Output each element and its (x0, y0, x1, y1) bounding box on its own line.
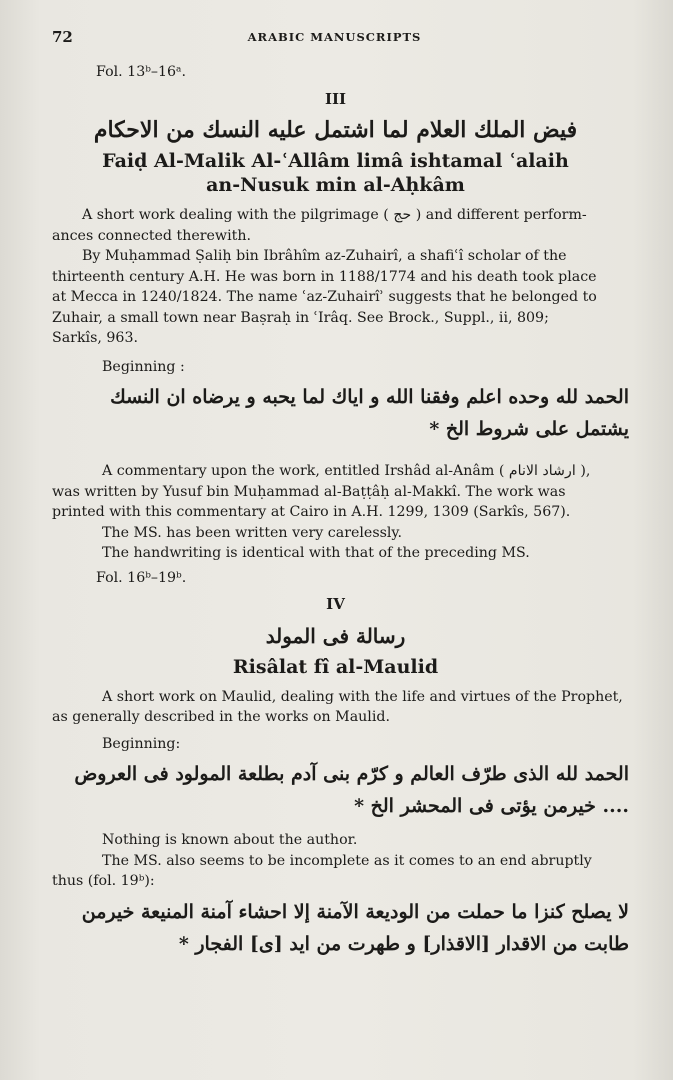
transliterated-title: Risâlat fî al-Maulid (232, 655, 439, 678)
entry-number: III (324, 89, 347, 108)
beginning-label: Beginning : (102, 358, 185, 375)
description-paragraph (52, 205, 629, 246)
note-line: The MS. has been written very carelessly. (102, 524, 403, 541)
text-line: ances connected therewith. (52, 227, 251, 244)
arabic-line: الحمد لله الذى طرّف العالم و كرّم بنى آدم بطلعة المولود فى العروض (74, 763, 629, 785)
entry-number: IV (326, 595, 345, 613)
arabic-line: يشتمل على شروط الخ * (429, 418, 629, 440)
arabic-title: فيض الملك العلام لما اشتمل عليه النسك من الاحكام (93, 117, 578, 143)
text-line: A commentary upon the work, entitled Irshâd al-Anâm ( ارشاد الانام ), (102, 463, 591, 479)
folio-reference: Fol. 13ᵇ–16ᵃ. (96, 64, 187, 80)
arabic-line: طابت من الاقدار [الاقذار] و طهرت من ايد [ى] الفجار * (178, 932, 629, 955)
title-line: an-Nusuk min al-Aḥkâm (206, 174, 465, 196)
text-line: printed with this commentary at Cairo in A.H. 1299, 1309 (Sarkîs, 567). (52, 504, 571, 520)
arabic-beginning (42, 381, 629, 445)
arabic-line: الحمد لله وحده اعلم وفقنا الله و اياك لما يحبه و يرضاه ان النسك (110, 386, 629, 408)
running-head: ARABIC MANUSCRIPTS (247, 30, 422, 44)
beginning-label: Beginning: (102, 735, 181, 752)
text-line: Sarkîs, 963. (52, 330, 138, 346)
author-paragraph (52, 246, 629, 349)
page-header (52, 28, 617, 48)
arabic-line: لا يصلح كنزا ما حملت من الوديعة الآمنة إلا احشاء آمنة المنيعة خيرمن (81, 900, 629, 923)
arabic-ending (62, 896, 629, 960)
arabic-title: رسالة فى المولد (265, 623, 406, 648)
folio-reference: Fol. 16ᵇ–19ᵇ. (96, 569, 187, 586)
text-line: as generally described in the works on Maulid. (52, 709, 390, 725)
text-line: A short work dealing with the pilgrimage ( حج ) and different perform- (82, 207, 587, 223)
description-paragraph (52, 687, 629, 728)
commentary-paragraph (52, 461, 629, 523)
arabic-line: .... خيرمن يؤتى فى المحشر الخ * (354, 795, 629, 817)
text-line: at Mecca in 1240/1824. The name ʿaz-Zuhairîʾ suggests that he belonged to (52, 289, 597, 305)
page-number: 72 (52, 28, 73, 46)
text-line: thirteenth century A.H. He was born in 1188/1774 and his death took place (52, 268, 597, 285)
title-line: Faiḍ Al-Malik Al-ʿAllâm limâ ishtamal ʿalaih (102, 150, 569, 172)
note-line: Nothing is known about the author. (102, 832, 358, 848)
page-content (52, 62, 629, 968)
text-line: By Muḥammad Ṣaliḥ bin Ibrâhîm az-Zuhairî, a shafiʿî scholar of the (82, 248, 567, 264)
text-line: was written by Yusuf bin Muḥammad al-Baṭṭâḥ al-Makkî. The work was (52, 483, 566, 500)
transliterated-title (42, 149, 629, 197)
text-line: A short work on Maulid, dealing with the life and virtues of the Prophet, (102, 688, 623, 705)
text-line: thus (fol. 19ᵇ): (52, 873, 155, 889)
text-line: The MS. also seems to be incomplete as it comes to an end abruptly (102, 852, 592, 869)
ending-paragraph (52, 851, 629, 892)
text-line: Zuhair, a small town near Baṣraḥ in ʿIrâq. See Brock., Suppl., ii, 809; (52, 309, 549, 326)
arabic-beginning (62, 758, 629, 822)
note-line: The handwriting is identical with that of the preceding MS. (102, 545, 530, 561)
